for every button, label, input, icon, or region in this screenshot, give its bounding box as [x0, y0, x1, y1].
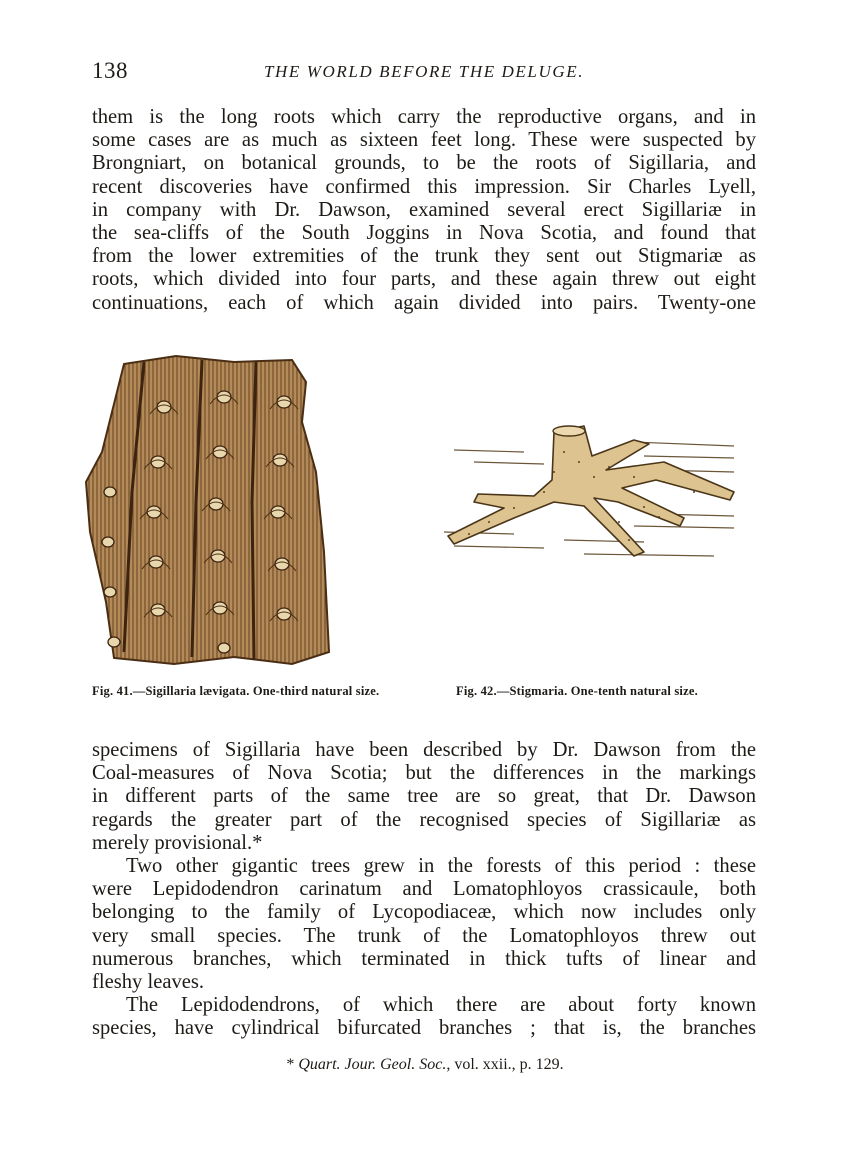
text-line: were Lepidodendron carinatum and Lomatophloyos crassicaule, both [92, 878, 756, 901]
figure-41-caption: Fig. 41.—Sigillaria lævigata. One-third natural size. [92, 684, 380, 698]
text-line: specimens of Sigillaria have been described by Dr. Dawson from the [92, 739, 756, 761]
page-number: 138 [92, 58, 128, 83]
text-line: merely provisional.* [92, 831, 263, 854]
text-line: some cases are as much as sixteen feet long. These were suspected by [92, 129, 756, 152]
text-line: numerous branches, which terminated in thick tufts of linear and [92, 947, 756, 970]
text-line: Brongniart, on botanical grounds, to be the roots of Sigillaria, and [92, 152, 756, 175]
figure-42-caption: Fig. 42.—Stigmaria. One-tenth natural size. [456, 684, 698, 698]
running-title: THE WORLD BEFORE THE DELUGE. [263, 62, 585, 81]
text-line: The Lepidodendrons, of which there are about forty known [126, 994, 756, 1017]
text-line: very small species. The trunk of the Lomatophloyos threw out [92, 924, 756, 947]
stigmaria-roots-illustration [434, 422, 749, 567]
text-line: from the lower extremities of the trunk they sent out Stigmariæ as [92, 245, 756, 268]
text-line: continuations, each of which again divided into pairs. Twenty-one [92, 291, 756, 314]
text-line: roots, which divided into four parts, and these again threw out eight [92, 268, 756, 291]
text-line: fleshy leaves. [92, 970, 205, 993]
sigillaria-bark-illustration [84, 352, 334, 666]
text-line: species, have cylindrical bifurcated branches ; that is, the branches [92, 1017, 756, 1040]
text-line: them is the long roots which carry the reproductive organs, and in [92, 106, 756, 128]
text-line: Two other gigantic trees grew in the forests of this period : these [126, 854, 756, 877]
figures-row [84, 352, 764, 670]
text-line: Coal-measures of Nova Scotia; but the differences in the markings [92, 762, 756, 785]
top-paragraph [92, 106, 756, 315]
bottom-paragraphs [92, 739, 756, 1040]
text-line: in company with Dr. Dawson, examined several erect Sigillariæ in [92, 198, 756, 221]
footnote [0, 1056, 850, 1074]
footnote-journal: Quart. Jour. Geol. Soc. [298, 1056, 447, 1073]
text-line: belonging to the family of Lycopodiaceæ, which now includes only [92, 901, 756, 924]
text-line: recent discoveries have confirmed this impression. Sir Charles Lyell, [92, 175, 756, 198]
text-line: regards the greater part of the recognised species of Sigillariæ as [92, 808, 756, 831]
page-header [92, 58, 756, 88]
text-line: in different parts of the same tree are so great, that Dr. Dawson [92, 785, 756, 808]
text-line: the sea-cliffs of the South Joggins in Nova Scotia, and found that [92, 221, 756, 244]
footnote-reference: , vol. xxii., p. 129. [446, 1056, 564, 1073]
footnote-marker: * [286, 1056, 295, 1073]
